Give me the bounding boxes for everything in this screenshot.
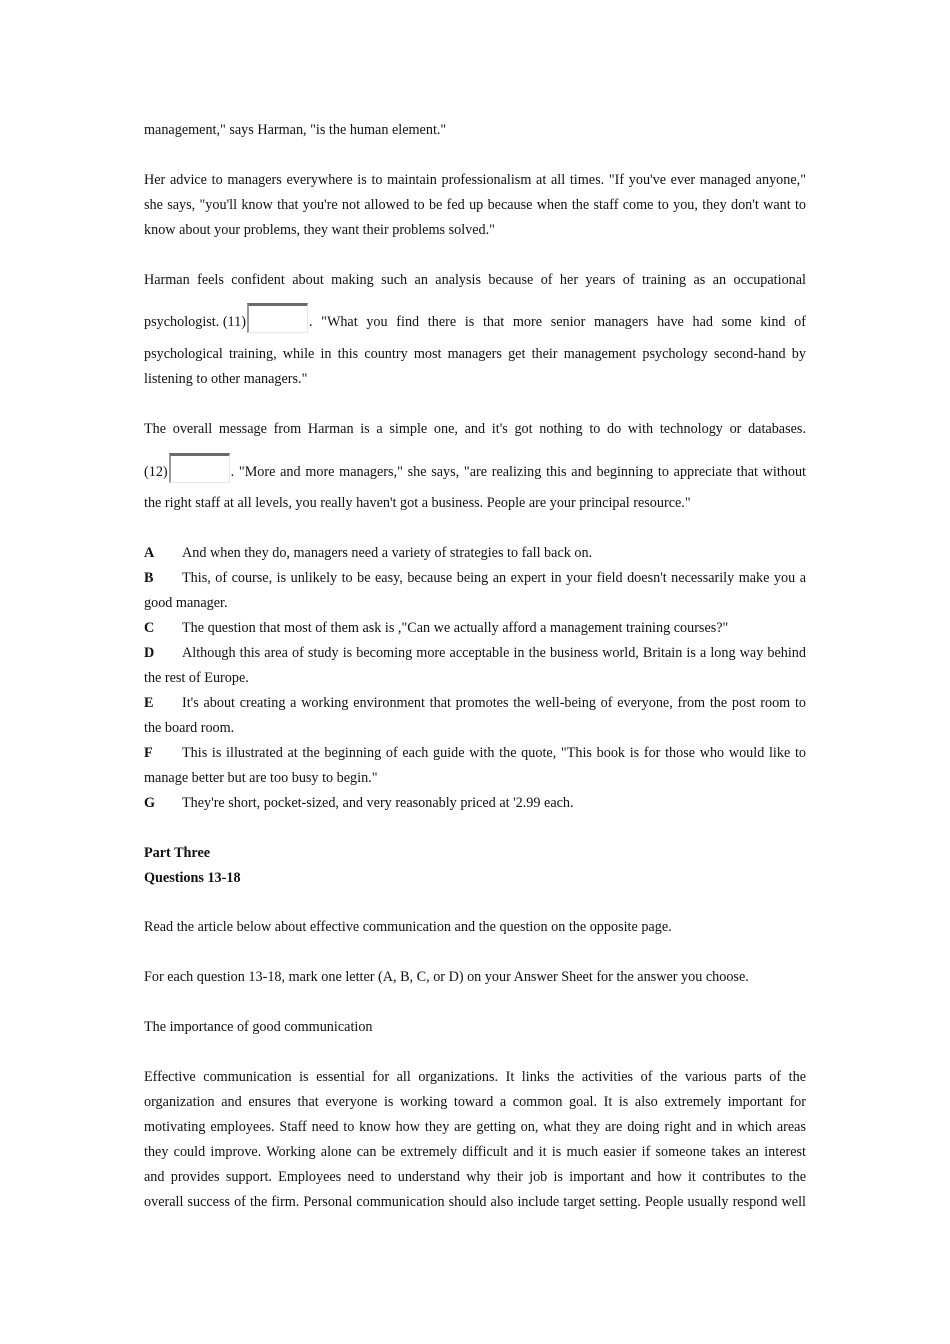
paragraph-line: she says, "you'll know that you're not allowed to be fed up because when the staff come to you, they don't want to — [144, 197, 806, 213]
option-c — [144, 620, 806, 637]
paragraph-line: management," says Harman, "is the human element." — [144, 122, 447, 138]
article-line: Effective communication is essential for all organizations. It links the activities of the various parts of the — [144, 1069, 806, 1085]
article-line: and provides support. Employees need to understand why their job is important and how it contributes to the — [144, 1169, 806, 1185]
option-f-continued: manage better but are too busy to begin." — [144, 770, 378, 786]
option-letter: F — [144, 745, 153, 761]
question-number-12: (12) — [144, 464, 168, 480]
option-letter: A — [144, 545, 155, 561]
paragraph-line: the right staff at all levels, you really haven't got a business. People are your principal resource." — [144, 495, 691, 511]
article-line: overall success of the firm. Personal communication should also include target setting. People usually respond well — [144, 1194, 806, 1210]
answer-box-11[interactable] — [247, 303, 308, 333]
option-text: This is illustrated at the beginning of each guide with the quote, "This book is for those who would like to — [182, 745, 806, 761]
option-letter: C — [144, 620, 155, 636]
article-title: The importance of good communication — [144, 1019, 373, 1035]
option-b-continued: good manager. — [144, 595, 228, 611]
option-d-continued: the rest of Europe. — [144, 670, 249, 686]
option-g — [144, 795, 806, 812]
gap-line-11 — [144, 294, 806, 331]
paragraph-line: . "More and more managers," she says, "are realizing this and beginning to appreciate that without — [230, 464, 806, 480]
question-number-11: psychologist. (11) — [144, 314, 246, 330]
option-e-continued: the board room. — [144, 720, 235, 736]
article-line: organization and ensures that everyone is working toward a common goal. It is also extremely important for — [144, 1094, 806, 1110]
option-text: Although this area of study is becoming more acceptable in the business world, Britain is a long way behind — [182, 645, 806, 661]
option-b — [144, 570, 806, 587]
paragraph-line: listening to other managers." — [144, 371, 308, 387]
option-e — [144, 695, 806, 712]
option-letter: D — [144, 645, 155, 661]
paragraph-line: psychological training, while in this country most managers get their management psychology second-hand by — [144, 346, 806, 362]
option-f — [144, 745, 806, 762]
article-line: motivating employees. Staff need to know how they are getting on, what they are doing right and in which areas — [144, 1119, 806, 1135]
option-a — [144, 545, 806, 562]
questions-heading: Questions 13-18 — [144, 870, 241, 886]
option-text: The question that most of them ask is ,"Can we actually afford a management training courses?" — [182, 620, 729, 636]
gap-line-12 — [144, 444, 806, 481]
option-text: This, of course, is unlikely to be easy, because being an expert in your field doesn't necessarily make you a — [182, 570, 806, 586]
option-d — [144, 645, 806, 662]
option-text: And when they do, managers need a variety of strategies to fall back on. — [182, 545, 593, 561]
paragraph-line: know about your problems, they want their problems solved." — [144, 222, 495, 238]
instruction-text: For each question 13-18, mark one letter (A, B, C, or D) on your Answer Sheet for the answer you choose. — [144, 969, 749, 985]
instruction-text: Read the article below about effective communication and the question on the opposite page. — [144, 919, 672, 935]
paragraph-line: The overall message from Harman is a simple one, and it's got nothing to do with technology or databases. — [144, 421, 806, 437]
option-letter: G — [144, 795, 156, 811]
paragraph-line: . "What you find there is that more senior managers have had some kind of — [308, 314, 806, 330]
option-text: It's about creating a working environment that promotes the well-being of everyone, from the post room to — [182, 695, 806, 711]
article-line: they could improve. Working alone can be extremely difficult and it is much easier if someone takes an interest — [144, 1144, 806, 1160]
option-letter: E — [144, 695, 154, 711]
paragraph-line: Harman feels confident about making such an analysis because of her years of training as an occupational — [144, 272, 806, 288]
option-letter: B — [144, 570, 154, 586]
paragraph-line: Her advice to managers everywhere is to maintain professionalism at all times. "If you've ever managed anyone," — [144, 172, 806, 188]
part-heading: Part Three — [144, 845, 211, 861]
answer-box-12[interactable] — [169, 453, 230, 483]
option-text: They're short, pocket-sized, and very reasonably priced at '2.99 each. — [182, 795, 574, 811]
